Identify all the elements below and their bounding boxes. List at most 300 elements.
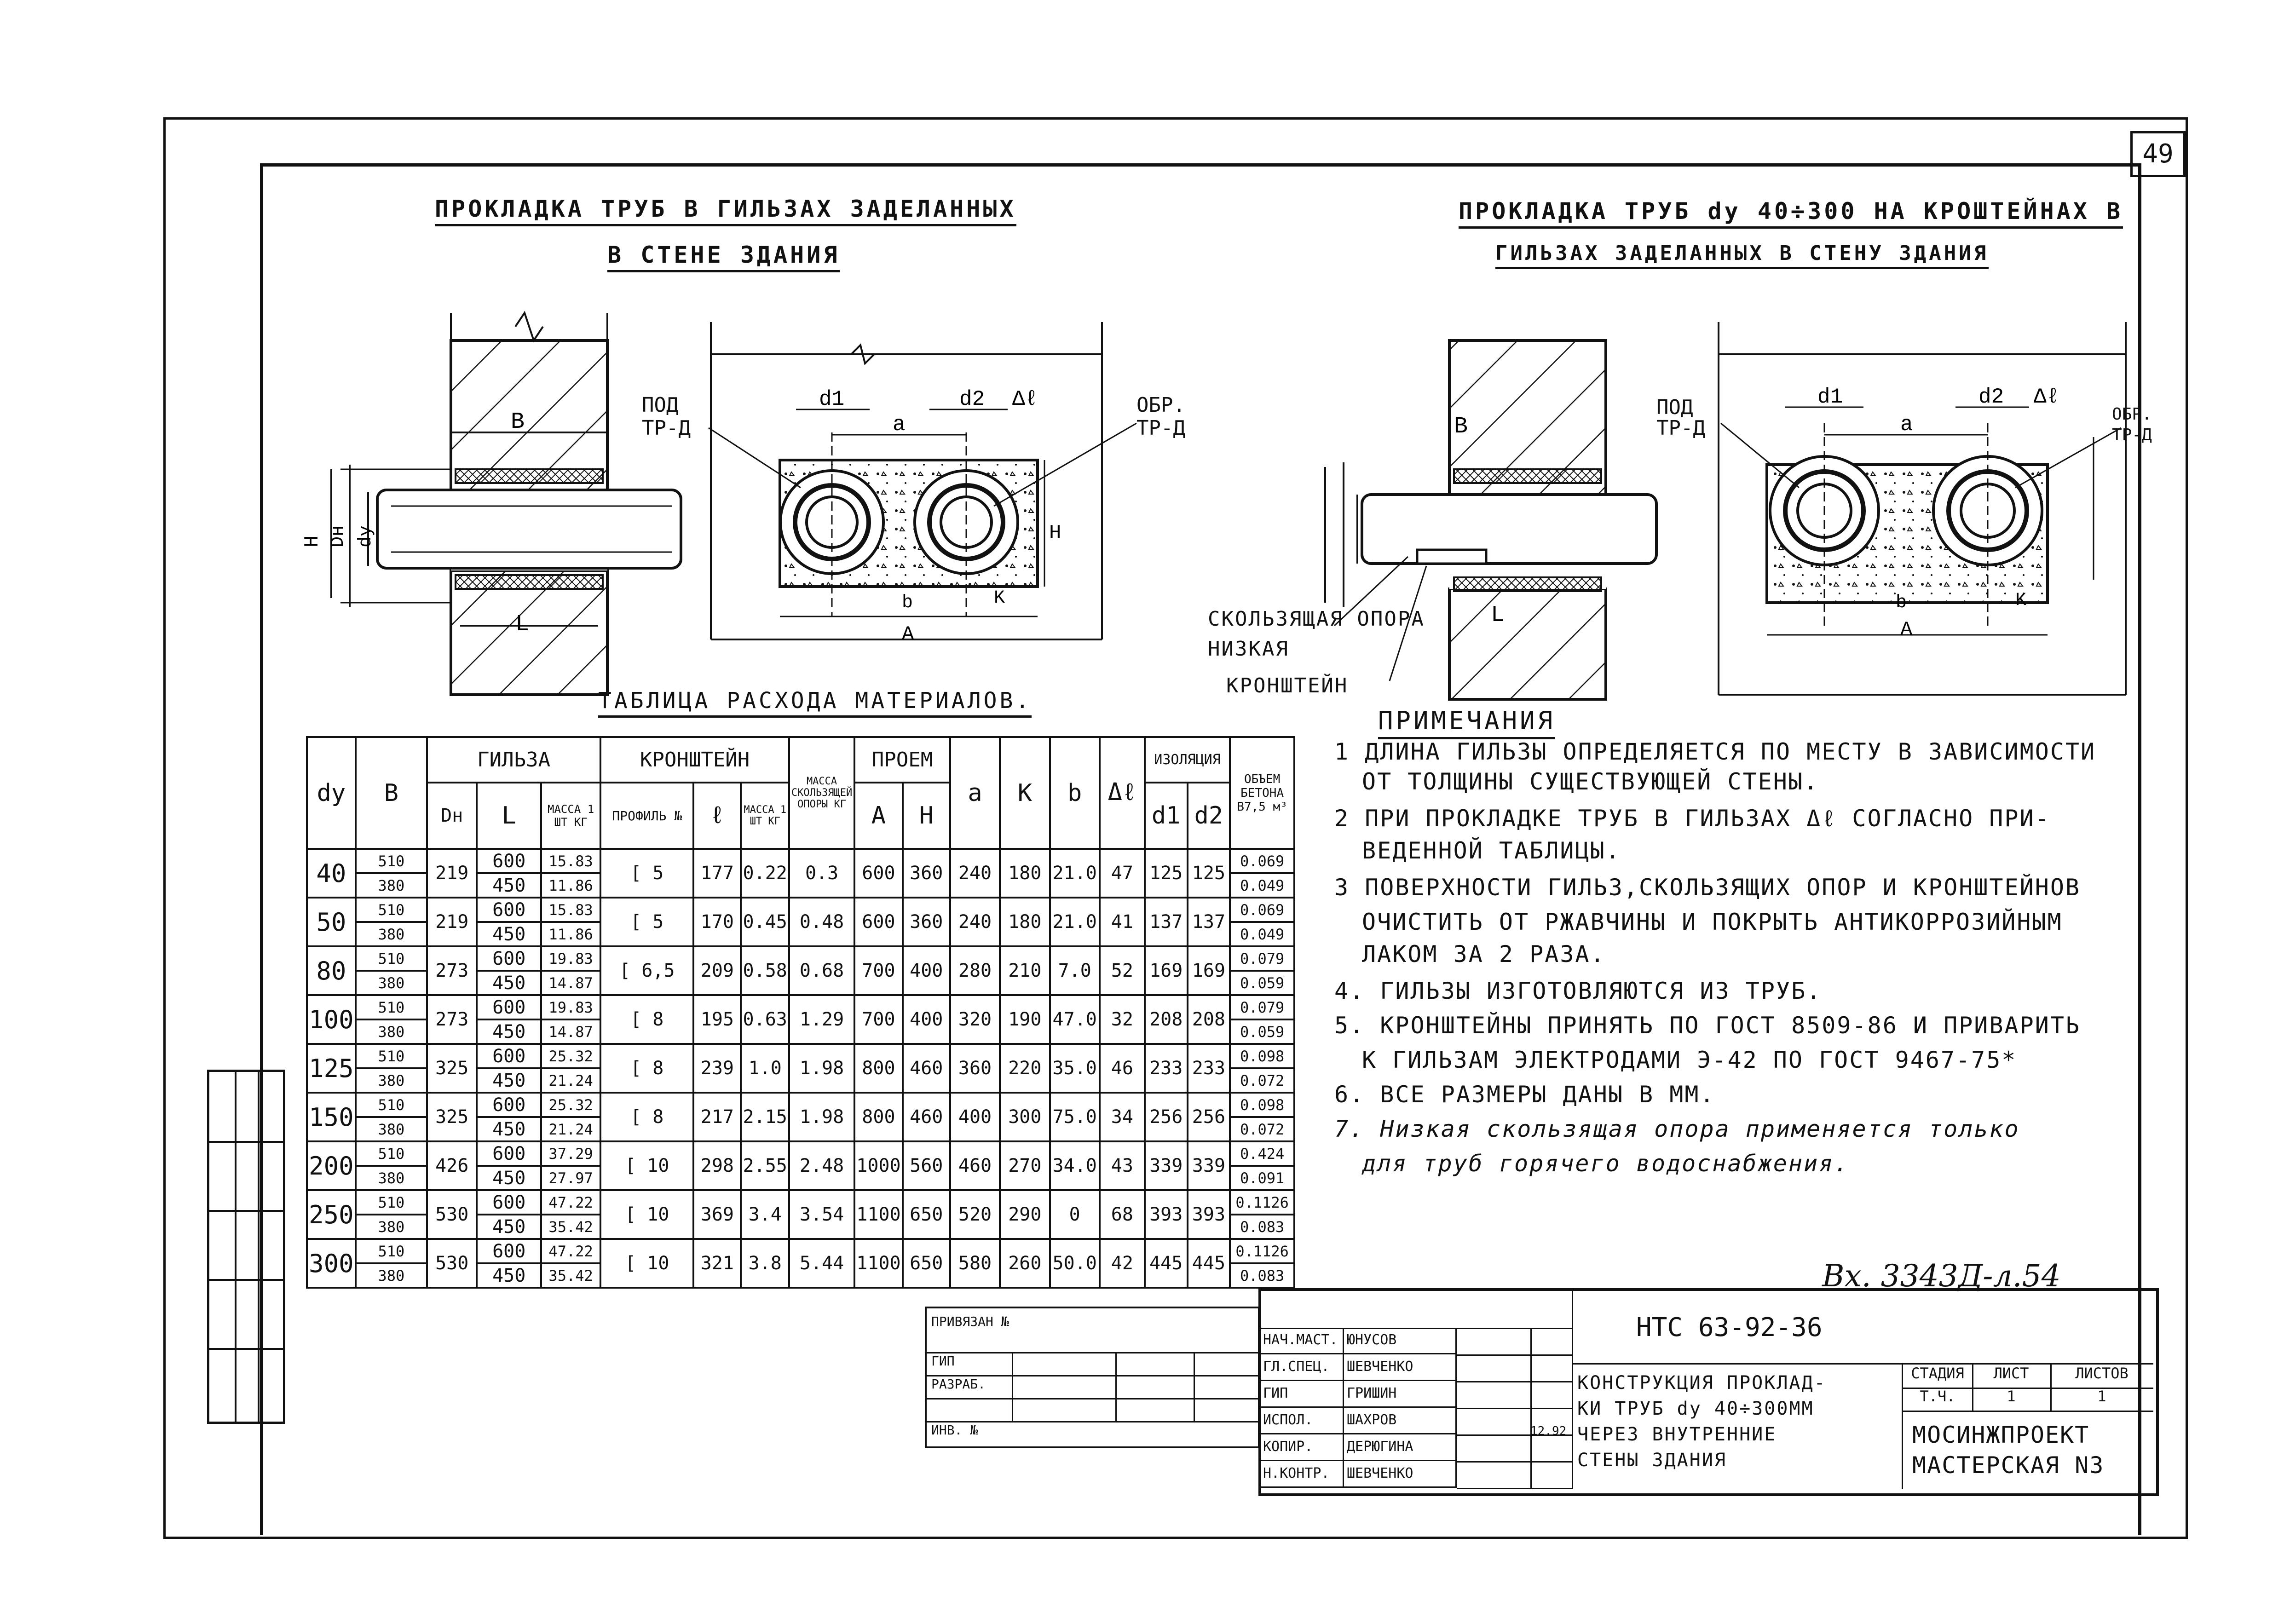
stamp-row-label: ГИП (931, 1353, 955, 1369)
cell-L-0: 600 (477, 1093, 541, 1117)
note-line: ЛАКОМ ЗА 2 РАЗА. (1362, 941, 1606, 967)
stamp-row-label: ИНВ. № (931, 1422, 978, 1438)
cell-Dn: 530 (427, 1239, 477, 1288)
cell-L-0: 600 (477, 995, 541, 1019)
cell-B-1: 380 (356, 1019, 427, 1044)
cell-mass-0: 19.83 (541, 946, 600, 971)
note-line: 4. ГИЛЬЗЫ ИЗГОТОВЛЯЮТСЯ ИЗ ТРУБ. (1334, 978, 1822, 1004)
cell-L-1: 450 (477, 1117, 541, 1141)
label-obr-r: ОБР. (2112, 405, 2152, 424)
cell-dl: 43 (1100, 1141, 1145, 1190)
cell-profile: [ 8 (600, 995, 693, 1044)
cell-dy: 50 (307, 898, 356, 946)
cell-L-0: 600 (477, 1044, 541, 1068)
cell-bmass: 3.8 (741, 1239, 789, 1288)
cell-vol-0: 0.098 (1230, 1044, 1294, 1068)
cell-d1: 208 (1145, 995, 1188, 1044)
cell-B-1: 380 (356, 1068, 427, 1093)
cell-vol-1: 0.072 (1230, 1117, 1294, 1141)
cell-mass-0: 37.29 (541, 1141, 600, 1166)
col-b-small: b (1050, 737, 1100, 849)
cell-vol-1: 0.059 (1230, 1019, 1294, 1044)
note-line: ВЕДЕННОЙ ТАБЛИЦЫ. (1362, 837, 1621, 864)
cell-L-1: 450 (477, 1019, 541, 1044)
label-dl: Δℓ (1012, 387, 1038, 411)
cell-l: 170 (693, 898, 741, 946)
label-Dn: Dн (328, 525, 349, 547)
cell-H: 360 (903, 849, 950, 898)
cell-L-0: 600 (477, 898, 541, 922)
cell-vol-0: 0.079 (1230, 946, 1294, 971)
label-d1: d1 (819, 387, 845, 411)
label-tr-d-right-r: ТР-Д (2112, 426, 2152, 444)
label-k-r: K (2015, 590, 2027, 611)
cell-bmass: 3.4 (741, 1190, 789, 1239)
cell-K: 190 (1000, 995, 1050, 1044)
cell-a: 240 (950, 898, 1000, 946)
label-dy: dу (356, 525, 376, 547)
side-binding-block (207, 1070, 285, 1424)
table-row (307, 946, 1294, 971)
cell-l: 321 (693, 1239, 741, 1288)
group-insulation: ИЗОЛЯЦИЯ (1145, 737, 1230, 783)
sheet-label: ЛИСТ (1972, 1365, 2052, 1389)
cell-mass-0: 47.22 (541, 1190, 600, 1215)
cell-profile: [ 10 (600, 1239, 693, 1288)
cell-A: 800 (854, 1044, 903, 1093)
cell-B-1: 380 (356, 873, 427, 898)
note-line: 1 ДЛИНА ГИЛЬЗЫ ОПРЕДЕЛЯЕТСЯ ПО МЕСТУ В ЗАВИСИМОСТИ (1334, 738, 2096, 765)
cell-smass: 5.44 (789, 1239, 854, 1288)
note-line: 6. ВСЕ РАЗМЕРЫ ДАНЫ В ММ. (1334, 1081, 1715, 1108)
cell-vol-0: 0.079 (1230, 995, 1294, 1019)
cell-H: 650 (903, 1190, 950, 1239)
cell-bmass: 2.55 (741, 1141, 789, 1190)
title-right-line1: ПРОКЛАДКА ТРУБ dу 40÷300 НА КРОШТЕЙНАХ В (1459, 198, 2123, 229)
person-name: ГРИШИН (1344, 1381, 1457, 1408)
cell-b: 21.0 (1050, 849, 1100, 898)
date: 12.92 (1530, 1424, 1567, 1438)
label-d2-r: d2 (1979, 385, 2004, 409)
drawing-code: НТС 63-92-36 (1572, 1291, 2153, 1365)
cell-Dn: 325 (427, 1044, 477, 1093)
cell-B-1: 380 (356, 1215, 427, 1239)
cell-bmass: 0.63 (741, 995, 789, 1044)
cell-K: 270 (1000, 1141, 1050, 1190)
cell-profile: [ 5 (600, 849, 693, 898)
binding-stamp (925, 1307, 1260, 1448)
cell-l: 369 (693, 1190, 741, 1239)
cell-B-1: 380 (356, 971, 427, 995)
col-d2: d2 (1188, 783, 1230, 849)
label-obr: ОБР. (1136, 393, 1185, 417)
cell-l: 195 (693, 995, 741, 1044)
col-support-mass: МАССА СКОЛЬЗЯЩЕЙ ОПОРЫ КГ (789, 737, 854, 849)
cell-mass-1: 14.87 (541, 971, 600, 995)
title-right-line2: ГИЛЬЗАХ ЗАДЕЛАННЫХ В СТЕНУ ЗДАНИЯ (1495, 242, 1989, 269)
cell-A: 1100 (854, 1190, 903, 1239)
cell-A: 700 (854, 995, 903, 1044)
cell-B-0: 510 (356, 898, 427, 922)
materials-table (306, 736, 1295, 1289)
cell-K: 220 (1000, 1044, 1050, 1093)
cell-smass: 1.29 (789, 995, 854, 1044)
cell-a: 460 (950, 1141, 1000, 1190)
cell-H: 650 (903, 1239, 950, 1288)
cell-L-0: 600 (477, 1239, 541, 1263)
person-name: ДЕРЮГИНА (1344, 1434, 1457, 1461)
cell-B-0: 510 (356, 946, 427, 971)
cell-d2: 125 (1188, 849, 1230, 898)
cell-d1: 137 (1145, 898, 1188, 946)
label-tr-d-right: ТР-Д (1136, 416, 1185, 440)
cell-A: 800 (854, 1093, 903, 1141)
cell-L-1: 450 (477, 971, 541, 995)
cell-dl: 46 (1100, 1044, 1145, 1093)
signature (1457, 1434, 1532, 1463)
cell-smass: 3.54 (789, 1190, 854, 1239)
cell-d2: 445 (1188, 1239, 1230, 1288)
col-A: A (854, 783, 903, 849)
cell-dy: 300 (307, 1239, 356, 1288)
person-name: ШЕВЧЕНКО (1344, 1354, 1457, 1381)
cell-vol-1: 0.059 (1230, 971, 1294, 995)
label-sliding-support: СКОЛЬЗЯЩАЯ ОПОРА (1208, 607, 1425, 631)
table-row (307, 995, 1294, 1019)
cell-a: 240 (950, 849, 1000, 898)
role-label: ГЛ.СПЕЦ. (1261, 1354, 1344, 1381)
cell-b: 7.0 (1050, 946, 1100, 995)
cell-mass-1: 35.42 (541, 1263, 600, 1288)
role-label: Н.КОНТР. (1261, 1461, 1344, 1488)
cell-K: 180 (1000, 849, 1050, 898)
cell-H: 460 (903, 1093, 950, 1141)
date-cell (1530, 1354, 1573, 1382)
table-row (307, 1093, 1294, 1117)
cell-B-0: 510 (356, 1044, 427, 1068)
cell-dl: 52 (1100, 946, 1145, 995)
cell-b: 0 (1050, 1190, 1100, 1239)
cell-H: 460 (903, 1044, 950, 1093)
date-cell (1530, 1434, 1573, 1463)
cell-mass-0: 19.83 (541, 995, 600, 1019)
label-A: A (902, 623, 914, 646)
person-name: ШАХРОВ (1344, 1408, 1457, 1434)
cell-mass-0: 47.22 (541, 1239, 600, 1263)
cell-d1: 445 (1145, 1239, 1188, 1288)
org-workshop: МАСТЕРСКАЯ N3 (1912, 1452, 2105, 1479)
col-concrete: ОБЪЕМ БЕТОНА В7,5 м³ (1230, 737, 1294, 849)
cell-mass-1: 35.42 (541, 1215, 600, 1239)
cell-mass-0: 15.83 (541, 898, 600, 922)
label-d2: d2 (959, 387, 985, 411)
col-dy: dу (307, 737, 356, 849)
cell-bmass: 0.58 (741, 946, 789, 995)
cell-K: 260 (1000, 1239, 1050, 1288)
note-line: К ГИЛЬЗАМ ЭЛЕКТРОДАМИ Э-42 ПО ГОСТ 9467-75* (1362, 1047, 2017, 1073)
cell-H: 360 (903, 898, 950, 946)
col-l-bracket: ℓ (693, 783, 741, 849)
cell-dy: 40 (307, 849, 356, 898)
cell-B-0: 510 (356, 849, 427, 873)
cell-vol-0: 0.069 (1230, 849, 1294, 873)
sheets-value: 1 (2050, 1388, 2153, 1412)
cell-Dn: 219 (427, 898, 477, 946)
cell-smass: 1.98 (789, 1093, 854, 1141)
cell-a: 400 (950, 1093, 1000, 1141)
cell-B-0: 510 (356, 1190, 427, 1215)
cell-mass-1: 21.24 (541, 1068, 600, 1093)
col-mass: МАССА 1 ШТ КГ (541, 783, 600, 849)
cell-Dn: 273 (427, 995, 477, 1044)
table-row (307, 1141, 1294, 1166)
table-row (307, 849, 1294, 873)
cell-vol-0: 0.069 (1230, 898, 1294, 922)
cell-vol-0: 0.1126 (1230, 1190, 1294, 1215)
right-wall-section-drawing (1242, 322, 1656, 699)
description-line: СТЕНЫ ЗДАНИЯ (1577, 1450, 1727, 1471)
cell-B-1: 380 (356, 1166, 427, 1190)
cell-d2: 169 (1188, 946, 1230, 995)
label-bracket: КРОНШТЕЙН (1226, 674, 1349, 697)
description-line: КИ ТРУБ dу 40÷300ММ (1577, 1398, 1814, 1419)
note-line: 7. Низкая скользящая опора применяется только (1334, 1116, 2020, 1142)
cell-mass-0: 25.32 (541, 1044, 600, 1068)
cell-vol-0: 0.098 (1230, 1093, 1294, 1117)
col-k: K (1000, 737, 1050, 849)
label-tr-d-left-r: ТР-Д (1656, 416, 1705, 440)
person-name: ШЕВЧЕНКО (1344, 1461, 1457, 1488)
group-bracket: КРОНШТЕЙН (600, 737, 789, 783)
cell-a: 280 (950, 946, 1000, 995)
label-pod: ПОД (642, 393, 679, 417)
table-row (307, 898, 1294, 922)
label-H2: H (1049, 522, 1061, 545)
cell-l: 177 (693, 849, 741, 898)
cell-mass-1: 21.24 (541, 1117, 600, 1141)
group-sleeve: ГИЛЬЗА (427, 737, 600, 783)
label-pod-r: ПОД (1656, 396, 1693, 419)
role-label: ИСПОЛ. (1261, 1408, 1344, 1434)
cell-vol-1: 0.049 (1230, 922, 1294, 946)
cell-vol-1: 0.083 (1230, 1263, 1294, 1288)
label-b-r: b (1896, 593, 1907, 613)
cell-mass-1: 27.97 (541, 1166, 600, 1190)
cell-profile: [ 8 (600, 1093, 693, 1141)
col-profile: ПРОФИЛЬ № (600, 783, 693, 849)
cell-mass-1: 11.86 (541, 873, 600, 898)
note-line: 5. КРОНШТЕЙНЫ ПРИНЯТЬ ПО ГОСТ 8509-86 И ПРИВАРИТЬ (1334, 1012, 2081, 1039)
label-L2: L (1491, 602, 1505, 628)
cell-H: 560 (903, 1141, 950, 1190)
cell-A: 600 (854, 849, 903, 898)
col-l: L (477, 783, 541, 849)
cell-Dn: 426 (427, 1141, 477, 1190)
sheet-number: 49 (2130, 131, 2186, 177)
label-B: B (511, 409, 525, 435)
cell-smass: 0.3 (789, 849, 854, 898)
cell-Dn: 325 (427, 1093, 477, 1141)
label-k: K (994, 588, 1005, 609)
col-b: B (356, 737, 427, 849)
cell-d1: 233 (1145, 1044, 1188, 1093)
signature (1457, 1328, 1532, 1356)
cell-d1: 125 (1145, 849, 1188, 898)
cell-b: 35.0 (1050, 1044, 1100, 1093)
cell-B-0: 510 (356, 1141, 427, 1166)
inventory-stamp: Вх. 3343Д-л.54 (1822, 1258, 2061, 1294)
signature (1457, 1381, 1532, 1409)
cell-H: 400 (903, 995, 950, 1044)
cell-profile: [ 5 (600, 898, 693, 946)
label-H: H (301, 535, 324, 547)
cell-L-0: 600 (477, 1190, 541, 1215)
col-dn: Dн (427, 783, 477, 849)
cell-d2: 233 (1188, 1044, 1230, 1093)
signature (1457, 1408, 1532, 1436)
table-title: ТАБЛИЦА РАСХОДА МАТЕРИАЛОВ. (598, 688, 1032, 718)
cell-a: 520 (950, 1190, 1000, 1239)
cell-L-1: 450 (477, 922, 541, 946)
date-cell (1530, 1328, 1573, 1356)
cell-bmass: 2.15 (741, 1093, 789, 1141)
cell-b: 50.0 (1050, 1239, 1100, 1288)
cell-b: 21.0 (1050, 898, 1100, 946)
label-tr-d-left: ТР-Д (642, 416, 691, 440)
cell-B-0: 510 (356, 1239, 427, 1263)
label-L: L (515, 611, 530, 638)
stamp-row-label: ПРИВЯЗАН № (931, 1314, 1009, 1329)
cell-profile: [ 10 (600, 1190, 693, 1239)
label-B2: B (1454, 414, 1468, 440)
organization (1903, 1411, 2153, 1489)
cell-dy: 200 (307, 1141, 356, 1190)
cell-B-0: 510 (356, 995, 427, 1019)
description-line: ЧЕРЕЗ ВНУТРЕННИЕ (1577, 1424, 1777, 1445)
cell-L-1: 450 (477, 1215, 541, 1239)
cell-B-1: 380 (356, 922, 427, 946)
cell-L-1: 450 (477, 1068, 541, 1093)
cell-dl: 68 (1100, 1190, 1145, 1239)
cell-mass-1: 14.87 (541, 1019, 600, 1044)
notes-title: ПРИМЕЧАНИЯ (1378, 706, 1555, 739)
cell-Dn: 219 (427, 849, 477, 898)
cell-Dn: 530 (427, 1190, 477, 1239)
cell-l: 217 (693, 1093, 741, 1141)
cell-L-1: 450 (477, 1263, 541, 1288)
table-row (307, 1239, 1294, 1263)
cell-d1: 256 (1145, 1093, 1188, 1141)
title-left-line2: В СТЕНЕ ЗДАНИЯ (607, 242, 840, 272)
cell-A: 1000 (854, 1141, 903, 1190)
col-a: a (950, 737, 1000, 849)
role-label: КОПИР. (1261, 1434, 1344, 1461)
cell-bmass: 1.0 (741, 1044, 789, 1093)
cell-d2: 137 (1188, 898, 1230, 946)
cell-a: 360 (950, 1044, 1000, 1093)
cell-profile: [ 8 (600, 1044, 693, 1093)
right-cross-section-drawing (1716, 322, 2130, 699)
cell-a: 320 (950, 995, 1000, 1044)
cell-smass: 1.98 (789, 1044, 854, 1093)
stage-value: Т.Ч. (1903, 1388, 1973, 1412)
cell-l: 239 (693, 1044, 741, 1093)
cell-dl: 32 (1100, 995, 1145, 1044)
cell-vol-1: 0.072 (1230, 1068, 1294, 1093)
cell-bmass: 0.22 (741, 849, 789, 898)
cell-K: 300 (1000, 1093, 1050, 1141)
sheet-value: 1 (1972, 1388, 2052, 1412)
cell-d1: 393 (1145, 1190, 1188, 1239)
person-name: ЮНУСОВ (1344, 1328, 1457, 1354)
label-a-r: a (1900, 413, 1913, 437)
cell-L-0: 600 (477, 849, 541, 873)
cell-b: 34.0 (1050, 1141, 1100, 1190)
left-wall-section-drawing (294, 313, 709, 708)
cell-a: 580 (950, 1239, 1000, 1288)
cell-mass-1: 11.86 (541, 922, 600, 946)
cell-vol-0: 0.424 (1230, 1141, 1294, 1166)
cell-K: 210 (1000, 946, 1050, 995)
cell-B-1: 380 (356, 1117, 427, 1141)
cell-H: 400 (903, 946, 950, 995)
cell-L-0: 600 (477, 946, 541, 971)
cell-dy: 250 (307, 1190, 356, 1239)
cell-d2: 393 (1188, 1190, 1230, 1239)
date-cell (1530, 1461, 1573, 1489)
cell-dl: 34 (1100, 1093, 1145, 1141)
org-name: МОСИНЖПРОЕКТ (1912, 1422, 2090, 1448)
cell-K: 180 (1000, 898, 1050, 946)
signature (1457, 1461, 1532, 1489)
cell-d2: 339 (1188, 1141, 1230, 1190)
label-d1-r: d1 (1817, 385, 1843, 409)
drawing-description (1572, 1365, 1903, 1489)
cell-profile: [ 10 (600, 1141, 693, 1190)
cell-dy: 80 (307, 946, 356, 995)
cell-B-0: 510 (356, 1093, 427, 1117)
cell-d1: 339 (1145, 1141, 1188, 1190)
cell-L-0: 600 (477, 1141, 541, 1166)
cell-Dn: 273 (427, 946, 477, 995)
group-opening: ПРОЕМ (854, 737, 950, 783)
cell-A: 1100 (854, 1239, 903, 1288)
cell-dy: 100 (307, 995, 356, 1044)
label-b: b (902, 593, 913, 613)
cell-A: 700 (854, 946, 903, 995)
description-line: КОНСТРУКЦИЯ ПРОКЛАД- (1577, 1372, 1827, 1394)
left-cross-section-drawing (709, 322, 1141, 672)
col-bracket-mass: МАССА 1 ШТ КГ (741, 783, 789, 849)
note-line: ОТ ТОЛЩИНЫ СУЩЕСТВУЮЩЕЙ СТЕНЫ. (1362, 768, 1819, 795)
title-left-line1: ПРОКЛАДКА ТРУБ В ГИЛЬЗАХ ЗАДЕЛАННЫХ (435, 196, 1016, 226)
col-H: H (903, 783, 950, 849)
title-block (1258, 1288, 2159, 1496)
cell-vol-1: 0.049 (1230, 873, 1294, 898)
cell-L-1: 450 (477, 873, 541, 898)
cell-l: 209 (693, 946, 741, 995)
cell-dl: 41 (1100, 898, 1145, 946)
label-A-r: A (1900, 618, 1913, 641)
stamp-row-label: РАЗРАБ. (931, 1376, 986, 1392)
cell-dy: 125 (307, 1044, 356, 1093)
cell-dl: 47 (1100, 849, 1145, 898)
cell-l: 298 (693, 1141, 741, 1190)
cell-b: 47.0 (1050, 995, 1100, 1044)
cell-b: 75.0 (1050, 1093, 1100, 1141)
label-dl-r: Δℓ (2034, 385, 2059, 409)
table-row (307, 1190, 1294, 1215)
